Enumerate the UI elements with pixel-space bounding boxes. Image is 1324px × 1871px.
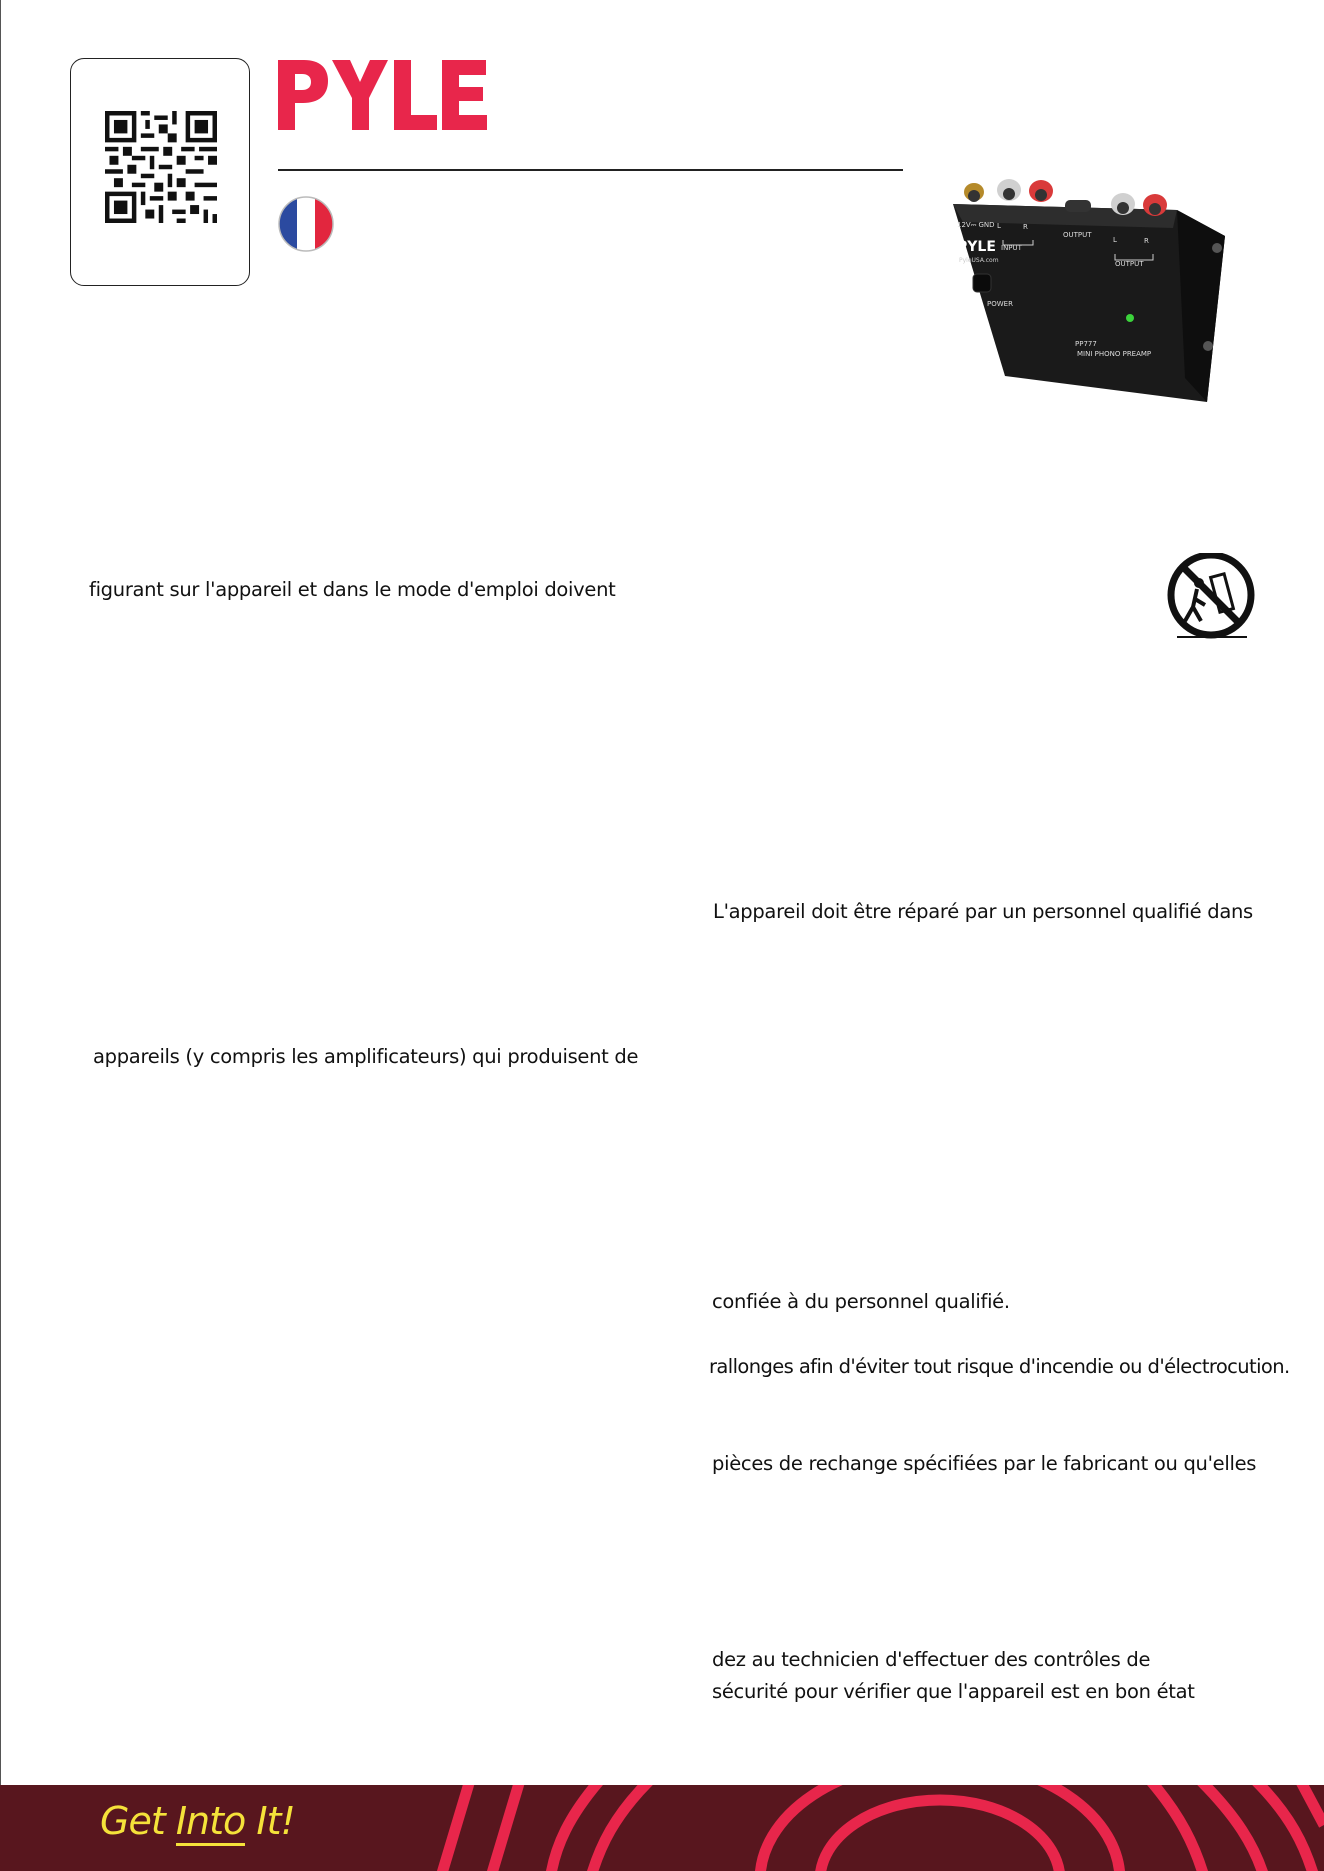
footer-banner <box>0 1785 1324 1871</box>
qr-code-icon <box>105 111 217 223</box>
device-output-r: R <box>1144 237 1149 245</box>
device-logo: PYLE <box>957 239 996 255</box>
device-model-label: PP777 <box>1075 340 1097 348</box>
no-cart-tipping-icon <box>1163 553 1259 643</box>
device-input-l: L <box>997 222 1001 230</box>
slogan-get: Get <box>100 1799 165 1843</box>
device-output-top-label: OUTPUT <box>1063 231 1092 239</box>
device-model-desc: MINI PHONO PREAMP <box>1077 350 1152 358</box>
header-rule <box>278 169 903 171</box>
body-text-left-2: appareils (y compris les amplificateurs) qui produisent de <box>93 1045 639 1068</box>
device-power-label: POWER <box>987 300 1013 308</box>
footer-slogan <box>100 1799 295 1843</box>
body-text-left-1: figurant sur l'appareil et dans le mode d'emploi doivent <box>89 578 616 601</box>
body-text-right-4: pièces de rechange spécifiées par le fabricant ou qu'elles <box>712 1452 1257 1475</box>
body-text-right-2: confiée à du personnel qualifié. <box>712 1290 1010 1313</box>
device-power-in-label: 12V⎓ GND <box>957 221 995 229</box>
body-text-right-3: rallonges afin d'éviter tout risque d'incendie ou d'électrocution. <box>709 1355 1290 1378</box>
body-text-right-1: L'appareil doit être réparé par un personnel qualifié dans <box>713 900 1253 923</box>
qr-code-card[interactable] <box>70 58 250 286</box>
slogan-into: Into <box>176 1799 245 1846</box>
device-input-label: INPUT <box>1001 244 1022 252</box>
france-flag-icon <box>277 195 335 253</box>
body-text-right-6: sécurité pour vérifier que l'appareil est en bon état <box>712 1680 1195 1703</box>
body-text-right-5: dez au technicien d'effectuer des contrôles de <box>712 1648 1151 1671</box>
page-left-border <box>0 0 1 1785</box>
device-output-label: OUTPUT <box>1115 260 1144 268</box>
device-output-l: L <box>1113 236 1117 244</box>
pyle-logo <box>276 56 496 136</box>
phono-preamp-image <box>945 170 1225 402</box>
device-input-r: R <box>1023 223 1028 231</box>
slogan-it: It! <box>256 1799 295 1843</box>
device-site: PyleUSA.com <box>959 257 999 264</box>
